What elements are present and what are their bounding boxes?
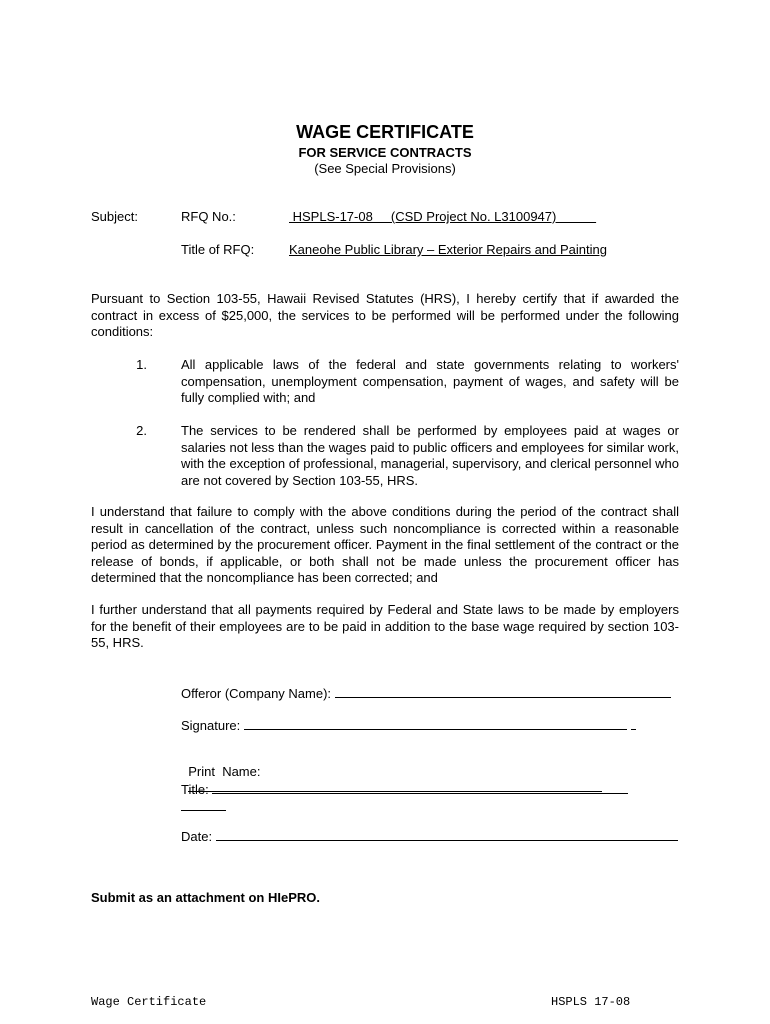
condition-number-2: 2.: [136, 423, 147, 438]
signature-line[interactable]: [244, 717, 627, 730]
rfq-value: HSPLS-17-08 (CSD Project No. L3100947): [289, 209, 597, 224]
subject-label: Subject:: [91, 209, 138, 224]
date-label: Date:: [181, 829, 213, 844]
signature-field[interactable]: [181, 717, 679, 733]
date-field[interactable]: [181, 828, 679, 844]
footer-left: Wage Certificate: [91, 995, 207, 1009]
title-line-b[interactable]: [362, 781, 628, 794]
offeror-field[interactable]: [181, 685, 679, 701]
payments-paragraph: I further understand that all payments required by Federal and State laws to be made by employers for the benefit of their employees are to be paid in addition to the base wage required by section 103-55, HRS.: [91, 602, 679, 650]
title-line-a[interactable]: [212, 781, 362, 794]
rfq-title-label: Title of RFQ:: [181, 242, 255, 257]
submit-note: Submit as an attachment on HIePRO.: [91, 890, 320, 905]
print-name-label: Print Name:: [188, 764, 261, 779]
signature-label: Signature:: [181, 718, 241, 733]
title-field[interactable]: [181, 781, 679, 797]
noncompliance-paragraph: I understand that failure to comply with the above conditions during the period of the contract shall result in cancellation of the contract, unless such noncompliance is corrected within a reasonable period as determined by the procurement officer. Payment in the final settlement of the contract or the release of bonds, if applicable, or both shall not be made unless the procurement officer has determined that the noncompliance has been corrected; and: [91, 504, 679, 585]
offeror-line[interactable]: [335, 685, 671, 698]
condition-number-1: 1.: [136, 357, 147, 372]
document-subtitle: FOR SERVICE CONTRACTS: [298, 145, 472, 160]
offeror-label: Offeror (Company Name):: [181, 686, 332, 701]
rfq-title-value: Kaneohe Public Library – Exterior Repairs and Painting: [289, 242, 607, 257]
footer-right: HSPLS 17-08: [551, 995, 631, 1009]
signature-line-tail: [631, 717, 636, 730]
special-provisions-note: (See Special Provisions): [314, 161, 456, 176]
document-title: WAGE CERTIFICATE: [296, 122, 474, 142]
rfq-label: RFQ No.:: [181, 209, 236, 224]
date-line[interactable]: [216, 828, 678, 841]
condition-text-1: All applicable laws of the federal and state governments relating to workers' compensation, unemployment compensation, payment of wages, and safety will be fully complied with; and: [181, 357, 679, 405]
title-label: Title:: [181, 782, 209, 797]
intro-paragraph: Pursuant to Section 103-55, Hawaii Revised Statutes (HRS), I hereby certify that if awarded the contract in excess of $25,000, the services to be performed will be performed under the following conditions:: [91, 291, 679, 339]
title-line-wrap: [181, 798, 226, 811]
condition-text-2: The services to be rendered shall be performed by employees paid at wages or salaries not less than the wages paid to public officers and employees for similar work, with the exception of professional, managerial, supervisory, and clerical personnel who are not covered by Section 103-55, HRS.: [181, 423, 679, 488]
